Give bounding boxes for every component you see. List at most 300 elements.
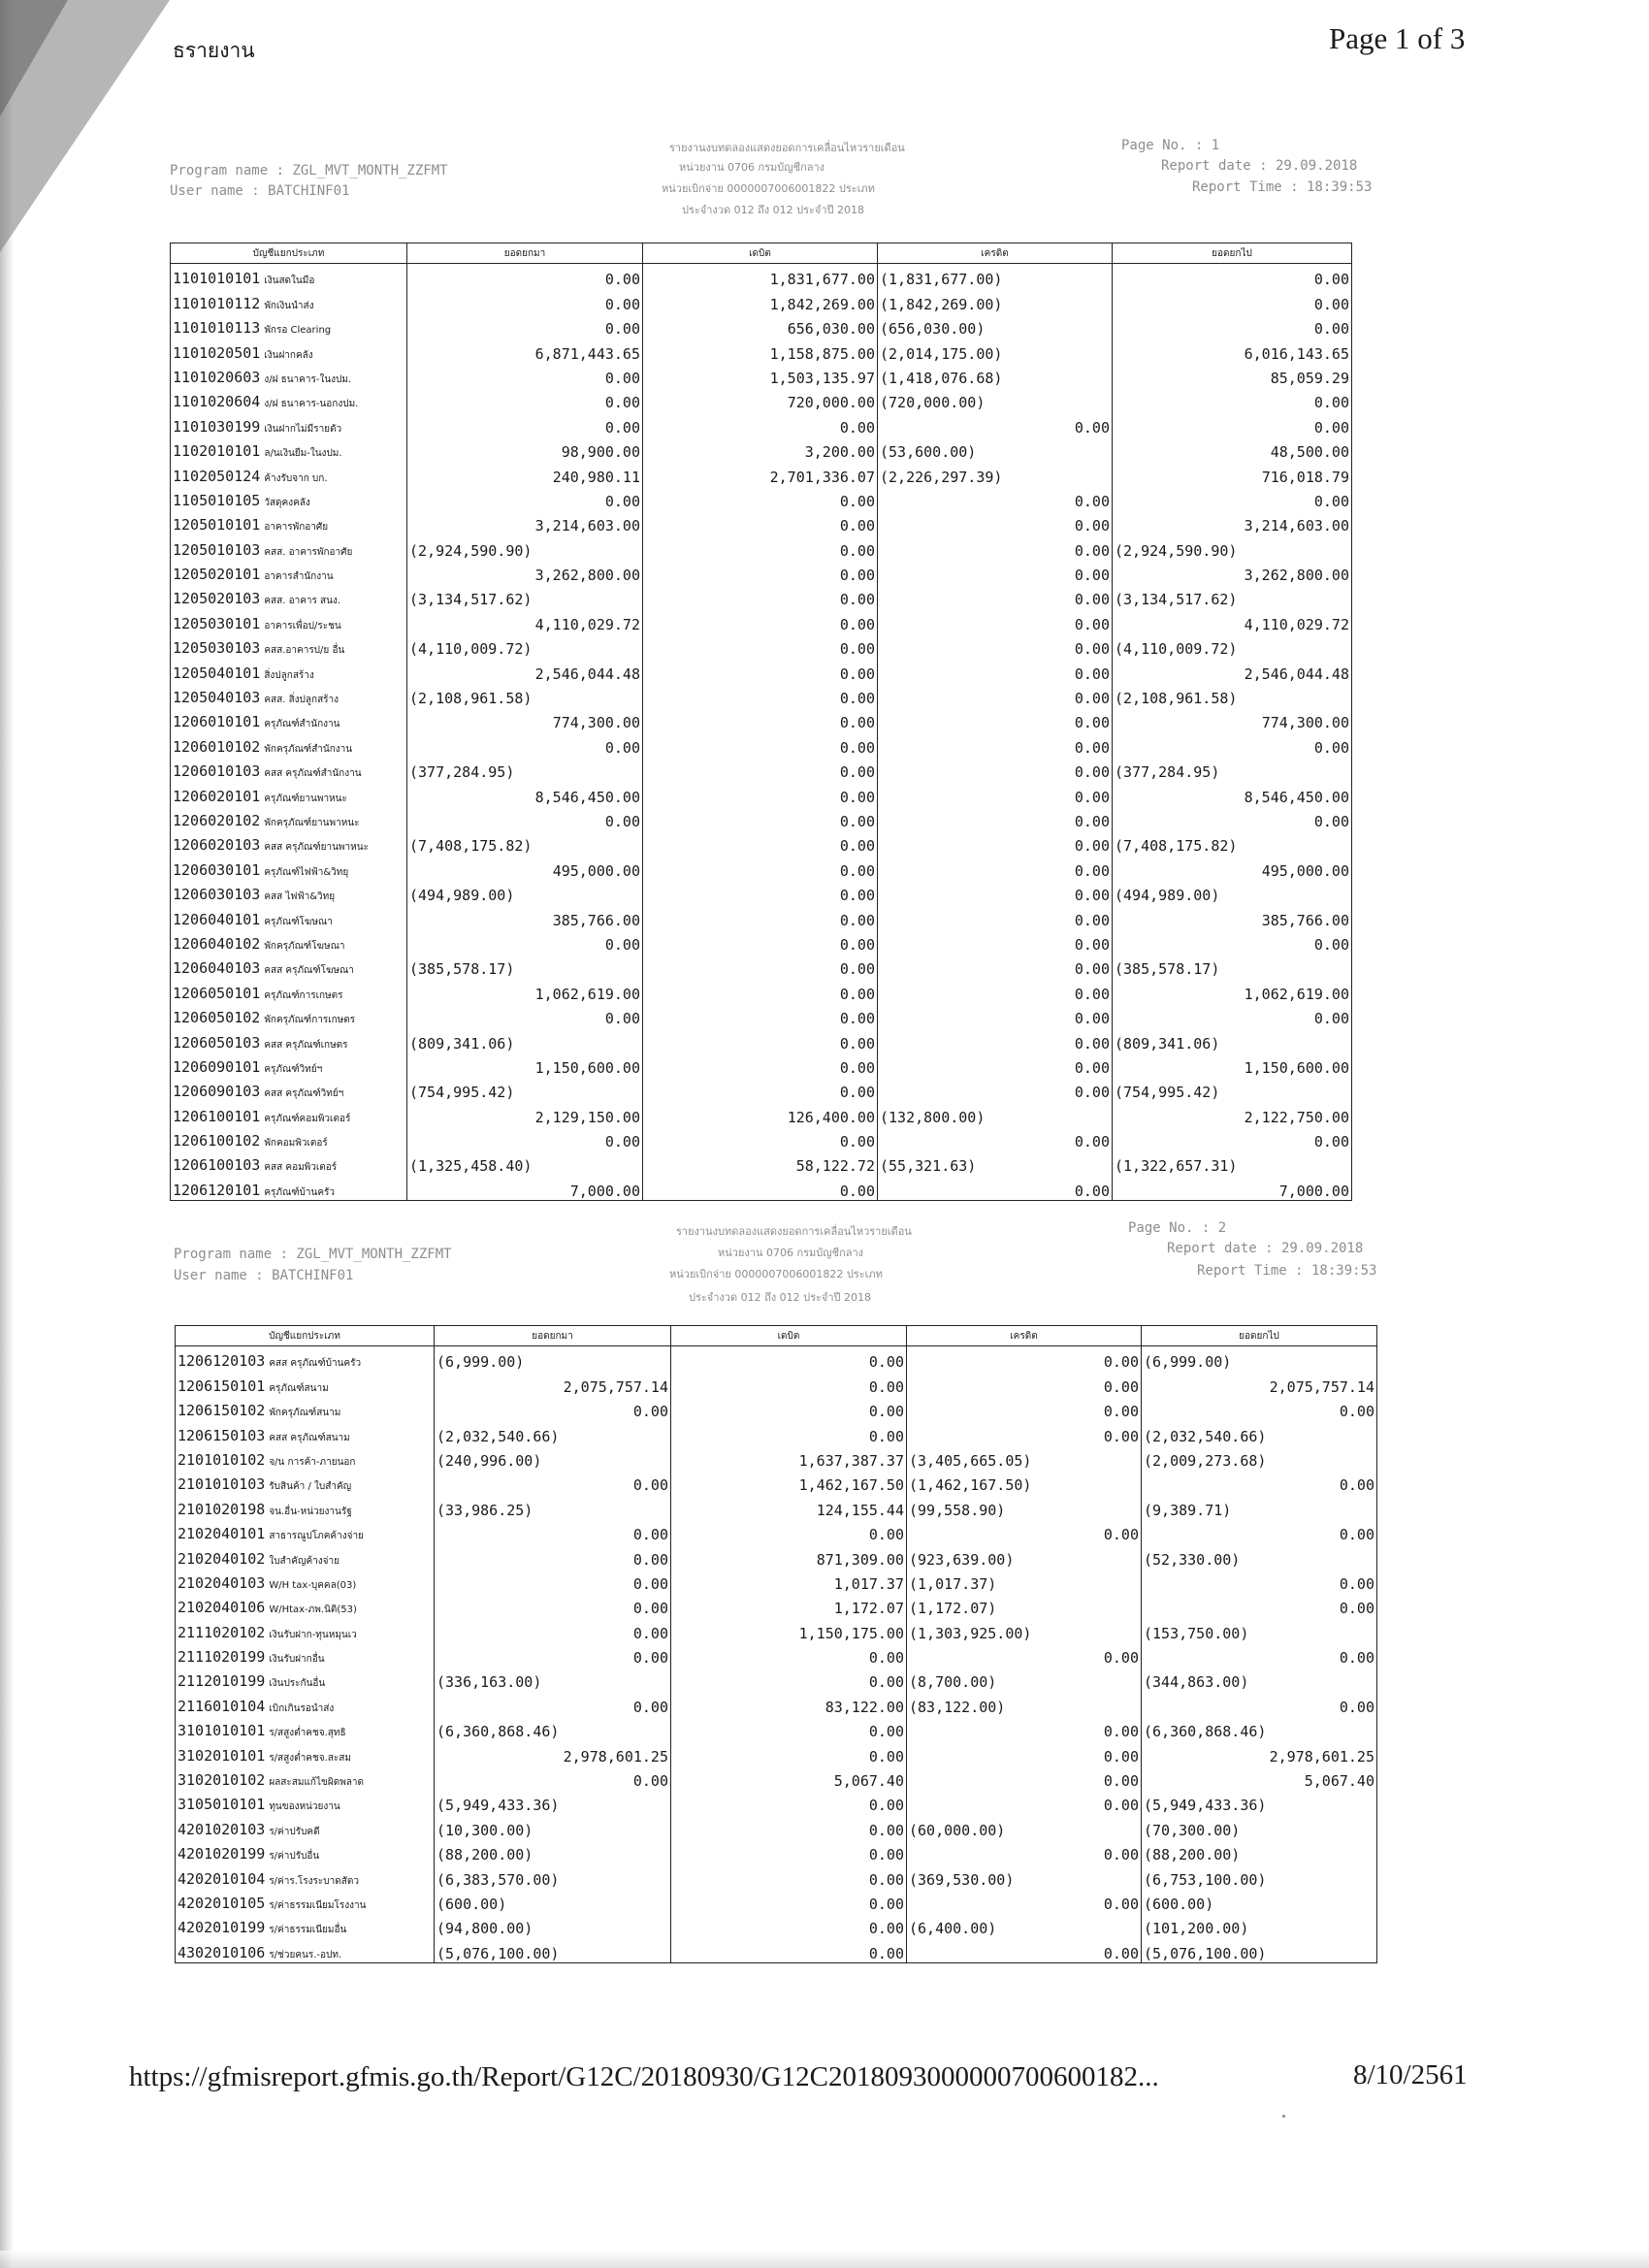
credit-amount: 0.00 bbox=[907, 1396, 1142, 1420]
account-code: 1206030103 bbox=[173, 886, 261, 904]
col-credit: เครดิต bbox=[907, 1326, 1142, 1346]
close-amount: 0.00 bbox=[1142, 1593, 1377, 1617]
close-amount: (2,108,961.58) bbox=[1113, 683, 1352, 707]
account-cell bbox=[171, 288, 407, 312]
account-name: ร/สสูงต่ำคชจ.สุทธิ bbox=[269, 1728, 346, 1739]
debit-amount: 0.00 bbox=[671, 1667, 907, 1691]
account-cell bbox=[171, 1053, 407, 1077]
credit-amount: 0.00 bbox=[907, 1937, 1142, 1962]
debit-amount: 656,030.00 bbox=[643, 313, 878, 338]
close-amount: 1,150,600.00 bbox=[1113, 1053, 1352, 1077]
credit-amount: 0.00 bbox=[907, 1790, 1142, 1814]
account-name: ทุนของหน่วยงาน bbox=[269, 1801, 340, 1813]
account-name: สาธารณูปโภคค้างจ่าย bbox=[269, 1531, 364, 1542]
account-code: 1206100101 bbox=[173, 1107, 261, 1125]
open-amount: 0.00 bbox=[435, 1396, 671, 1420]
table-row bbox=[176, 1839, 1377, 1863]
account-code: 1206040101 bbox=[173, 910, 261, 928]
open-amount: 0.00 bbox=[407, 1003, 643, 1027]
open-amount: (385,578.17) bbox=[407, 954, 643, 978]
account-code: 2101020198 bbox=[178, 1500, 266, 1518]
account-code: 1205020101 bbox=[173, 566, 261, 584]
account-name: ล/นเงินยืม-ในงปม. bbox=[264, 448, 342, 460]
credit-amount: (53,600.00) bbox=[878, 437, 1113, 461]
credit-amount: (83,122.00) bbox=[907, 1691, 1142, 1715]
close-amount: 0.00 bbox=[1113, 486, 1352, 510]
account-cell bbox=[176, 1470, 435, 1494]
table-row bbox=[176, 1371, 1377, 1395]
close-amount: 716,018.79 bbox=[1113, 461, 1352, 485]
open-amount: 0.00 bbox=[435, 1691, 671, 1715]
open-amount: (10,300.00) bbox=[435, 1814, 671, 1838]
account-cell bbox=[171, 1101, 407, 1125]
account-code: 4302010106 bbox=[178, 1943, 266, 1961]
close-amount: (70,300.00) bbox=[1142, 1814, 1377, 1838]
table-row bbox=[171, 929, 1352, 954]
report-period: ประจำงวด 012 ถึง 012 ประจำปี 2018 bbox=[682, 204, 865, 216]
debit-amount: 0.00 bbox=[643, 757, 878, 781]
report-title-thai: รายงานงบทดลองแสดงยอดการเคลื่อนไหวรายเดือน bbox=[669, 142, 905, 154]
table-row bbox=[171, 486, 1352, 510]
credit-amount: (60,000.00) bbox=[907, 1814, 1142, 1838]
open-amount: 0.00 bbox=[407, 264, 643, 289]
account-name: W/Htax-ภพ.นิติ(53) bbox=[269, 1604, 357, 1616]
account-code: 1206050101 bbox=[173, 984, 261, 1002]
table-row bbox=[176, 1593, 1377, 1617]
close-amount: 0.00 bbox=[1113, 1003, 1352, 1027]
close-amount: 0.00 bbox=[1142, 1519, 1377, 1543]
debit-amount: 0.00 bbox=[643, 954, 878, 978]
account-code: 3102010101 bbox=[178, 1746, 266, 1765]
close-amount: 0.00 bbox=[1142, 1396, 1377, 1420]
account-cell bbox=[171, 1175, 407, 1200]
close-amount: (754,995.42) bbox=[1113, 1077, 1352, 1101]
table-row bbox=[176, 1913, 1377, 1937]
account-name: ครุภัณฑ์คอมพิวเตอร์ bbox=[264, 1113, 351, 1124]
credit-amount: (656,030.00) bbox=[878, 313, 1113, 338]
account-name: คสส ครุภัณฑ์ยานพาหนะ bbox=[264, 842, 369, 854]
open-amount: 0.00 bbox=[407, 1126, 643, 1150]
debit-amount: 0.00 bbox=[643, 510, 878, 535]
account-code: 1206090103 bbox=[173, 1083, 261, 1101]
debit-amount: 0.00 bbox=[643, 608, 878, 632]
open-amount: 0.00 bbox=[435, 1470, 671, 1494]
account-cell bbox=[171, 1027, 407, 1052]
credit-amount: 0.00 bbox=[878, 806, 1113, 830]
account-name: พักคอมพิวเตอร์ bbox=[264, 1138, 328, 1150]
table-row bbox=[171, 1077, 1352, 1101]
user-name: User name : BATCHINF01 bbox=[170, 183, 350, 199]
close-amount: (52,330.00) bbox=[1142, 1543, 1377, 1568]
account-name: ง/ฝ ธนาคาร-ในงปม. bbox=[264, 373, 352, 385]
account-name: ใบสำคัญค้างจ่าย bbox=[269, 1555, 340, 1567]
table-row bbox=[176, 1420, 1377, 1444]
table-row bbox=[176, 1470, 1377, 1494]
debit-amount: 0.00 bbox=[671, 1716, 907, 1740]
scan-edge-shadow bbox=[0, 0, 14, 2268]
table-row bbox=[171, 313, 1352, 338]
account-name: เงินประกันอื่น bbox=[269, 1678, 326, 1690]
table-row bbox=[171, 683, 1352, 707]
credit-amount: 0.00 bbox=[907, 1740, 1142, 1765]
open-amount: 4,110,029.72 bbox=[407, 608, 643, 632]
open-amount: (600.00) bbox=[435, 1889, 671, 1913]
table-row bbox=[176, 1814, 1377, 1838]
account-name: คสส ครุภัณฑ์โฆษณา bbox=[264, 965, 354, 977]
close-amount: 0.00 bbox=[1113, 387, 1352, 411]
credit-amount: (8,700.00) bbox=[907, 1667, 1142, 1691]
debit-amount: 0.00 bbox=[671, 1839, 907, 1863]
account-name: เงินฝากไม่มีรายตัว bbox=[264, 423, 342, 435]
close-amount: (377,284.95) bbox=[1113, 757, 1352, 781]
open-amount: 0.00 bbox=[407, 486, 643, 510]
open-amount: 3,214,603.00 bbox=[407, 510, 643, 535]
account-cell bbox=[176, 1839, 435, 1863]
table-row bbox=[171, 1003, 1352, 1027]
debit-amount: 1,462,167.50 bbox=[671, 1470, 907, 1494]
scan-speck bbox=[1282, 2115, 1285, 2118]
account-name: จ/น การค้า-ภายนอก bbox=[269, 1456, 356, 1468]
debit-amount: 0.00 bbox=[671, 1814, 907, 1838]
account-name: คสส ไฟฟ้า&วิทยุ bbox=[264, 891, 336, 903]
open-amount: 0.00 bbox=[407, 387, 643, 411]
debit-amount: 0.00 bbox=[671, 1740, 907, 1765]
table-row bbox=[171, 731, 1352, 756]
account-name: ง/ฝ ธนาคาร-นอกงปม. bbox=[264, 399, 359, 410]
close-amount: (385,578.17) bbox=[1113, 954, 1352, 978]
table-row bbox=[171, 1101, 1352, 1125]
col-credit: เครดิต bbox=[878, 243, 1113, 264]
close-amount: 0.00 bbox=[1142, 1642, 1377, 1667]
account-cell bbox=[176, 1396, 435, 1420]
table-row bbox=[176, 1716, 1377, 1740]
account-cell bbox=[171, 683, 407, 707]
open-amount: 0.00 bbox=[435, 1642, 671, 1667]
open-amount: 0.00 bbox=[435, 1519, 671, 1543]
debit-amount: 1,831,677.00 bbox=[643, 264, 878, 289]
close-amount: 2,122,750.00 bbox=[1113, 1101, 1352, 1125]
credit-amount: (1,462,167.50) bbox=[907, 1470, 1142, 1494]
debit-amount: 2,701,336.07 bbox=[643, 461, 878, 485]
account-cell bbox=[176, 1617, 435, 1641]
credit-amount: (1,418,076.68) bbox=[878, 363, 1113, 387]
account-code: 1105010105 bbox=[173, 491, 261, 509]
account-code: 2112010199 bbox=[178, 1672, 266, 1691]
open-amount: 240,980.11 bbox=[407, 461, 643, 485]
account-code: 1101030199 bbox=[173, 417, 261, 436]
open-amount: 2,978,601.25 bbox=[435, 1740, 671, 1765]
debit-amount: 1,842,269.00 bbox=[643, 288, 878, 312]
account-code: 1205020103 bbox=[173, 590, 261, 608]
col-opening: ยอดยกมา bbox=[435, 1326, 671, 1346]
account-code: 3102010102 bbox=[178, 1771, 266, 1790]
account-name: เงินสดในมือ bbox=[264, 275, 315, 287]
account-cell bbox=[176, 1667, 435, 1691]
col-debit: เดบิต bbox=[671, 1326, 907, 1346]
report-title-thai: รายงานงบทดลองแสดงยอดการเคลื่อนไหวรายเดือน bbox=[676, 1225, 912, 1238]
close-amount: (6,360,868.46) bbox=[1142, 1716, 1377, 1740]
credit-amount: 0.00 bbox=[907, 1420, 1142, 1444]
table-row bbox=[171, 904, 1352, 928]
debit-amount: 0.00 bbox=[643, 731, 878, 756]
account-cell bbox=[171, 1003, 407, 1027]
table-row bbox=[171, 707, 1352, 731]
account-code: 1206050102 bbox=[173, 1009, 261, 1027]
account-name: จน.อื่น-หน่วยงานรัฐ bbox=[269, 1506, 352, 1517]
account-code: 2101010102 bbox=[178, 1450, 266, 1469]
account-code: 1206150103 bbox=[178, 1426, 266, 1444]
account-name: เงินรับฝาก-ทุนหมุนเว bbox=[269, 1629, 357, 1640]
account-cell bbox=[171, 264, 407, 289]
open-amount: 1,062,619.00 bbox=[407, 978, 643, 1002]
credit-amount: 0.00 bbox=[878, 683, 1113, 707]
account-cell bbox=[171, 633, 407, 658]
account-name: เบิกเกินรอนำส่ง bbox=[269, 1702, 335, 1714]
open-amount: 1,150,600.00 bbox=[407, 1053, 643, 1077]
account-cell bbox=[171, 929, 407, 954]
credit-amount: (3,405,665.05) bbox=[907, 1445, 1142, 1470]
debit-amount: 1,172.07 bbox=[671, 1593, 907, 1617]
table-row bbox=[176, 1766, 1377, 1790]
credit-amount: (1,303,925.00) bbox=[907, 1617, 1142, 1641]
debit-amount: 0.00 bbox=[643, 486, 878, 510]
account-name: ครุภัณฑ์ยานพาหนะ bbox=[264, 793, 347, 804]
credit-amount: 0.00 bbox=[907, 1642, 1142, 1667]
debit-amount: 0.00 bbox=[643, 904, 878, 928]
debit-amount: 0.00 bbox=[643, 658, 878, 682]
account-name: สิ่งปลูกสร้าง bbox=[264, 669, 314, 681]
credit-amount: 0.00 bbox=[878, 929, 1113, 954]
credit-amount: (2,014,175.00) bbox=[878, 338, 1113, 362]
account-cell bbox=[176, 1691, 435, 1715]
col-opening: ยอดยกมา bbox=[407, 243, 643, 264]
debit-amount: 0.00 bbox=[643, 1077, 878, 1101]
debit-amount: 0.00 bbox=[671, 1889, 907, 1913]
debit-amount: 83,122.00 bbox=[671, 1691, 907, 1715]
debit-amount: 871,309.00 bbox=[671, 1543, 907, 1568]
account-cell bbox=[171, 954, 407, 978]
report-period: ประจำงวด 012 ถึง 012 ประจำปี 2018 bbox=[689, 1291, 872, 1304]
account-name: ครุภัณฑ์สำนักงาน bbox=[264, 719, 340, 730]
close-amount: 85,059.29 bbox=[1113, 363, 1352, 387]
close-amount: 495,000.00 bbox=[1113, 855, 1352, 879]
account-cell bbox=[171, 781, 407, 805]
account-code: 1206050103 bbox=[173, 1033, 261, 1052]
close-amount: 2,978,601.25 bbox=[1142, 1740, 1377, 1765]
debit-amount: 0.00 bbox=[643, 707, 878, 731]
account-name: อาคารพักอาศัย bbox=[264, 522, 329, 534]
debit-amount: 0.00 bbox=[643, 535, 878, 559]
col-closing: ยอดยกไป bbox=[1113, 243, 1352, 264]
open-amount: 0.00 bbox=[435, 1569, 671, 1593]
open-amount: 2,129,150.00 bbox=[407, 1101, 643, 1125]
account-cell bbox=[171, 608, 407, 632]
debit-amount: 0.00 bbox=[643, 929, 878, 954]
account-cell bbox=[171, 978, 407, 1002]
table-row bbox=[171, 437, 1352, 461]
col-account: บัญชีแยกประเภท bbox=[176, 1326, 435, 1346]
open-amount: 0.00 bbox=[435, 1593, 671, 1617]
close-amount: (153,750.00) bbox=[1142, 1617, 1377, 1641]
credit-amount: 0.00 bbox=[878, 855, 1113, 879]
account-name: พักครุภัณฑ์โฆษณา bbox=[264, 940, 345, 952]
account-code: 4201020103 bbox=[178, 1820, 266, 1838]
account-cell bbox=[171, 1150, 407, 1175]
debit-amount: 1,158,875.00 bbox=[643, 338, 878, 362]
table-row bbox=[171, 387, 1352, 411]
table-row bbox=[171, 1027, 1352, 1052]
credit-amount: 0.00 bbox=[878, 486, 1113, 510]
account-cell bbox=[171, 411, 407, 436]
account-code: 1102050124 bbox=[173, 467, 261, 485]
account-code: 2111020199 bbox=[178, 1648, 266, 1667]
table-row bbox=[171, 658, 1352, 682]
account-code: 1206120101 bbox=[173, 1181, 261, 1199]
credit-amount: 0.00 bbox=[878, 904, 1113, 928]
page-no: Page No. : 2 bbox=[1128, 1220, 1227, 1236]
close-amount: 8,546,450.00 bbox=[1113, 781, 1352, 805]
account-code: 1206020102 bbox=[173, 811, 261, 829]
open-amount: 0.00 bbox=[435, 1617, 671, 1641]
account-code: 2111020102 bbox=[178, 1623, 266, 1641]
account-cell bbox=[176, 1863, 435, 1888]
credit-amount: (2,226,297.39) bbox=[878, 461, 1113, 485]
account-code: 2102040102 bbox=[178, 1549, 266, 1568]
account-name: วัสดุคงคลัง bbox=[264, 497, 310, 508]
open-amount: 495,000.00 bbox=[407, 855, 643, 879]
account-code: 1206030101 bbox=[173, 860, 261, 879]
account-cell bbox=[171, 387, 407, 411]
account-code: 1206010101 bbox=[173, 713, 261, 731]
report-unit: หน่วยเบิกจ่าย 0000007006001822 ประเภท bbox=[669, 1268, 883, 1280]
close-amount: (88,200.00) bbox=[1142, 1839, 1377, 1863]
account-name: คสส. สิ่งปลูกสร้าง bbox=[264, 695, 340, 706]
close-amount: 1,062,619.00 bbox=[1113, 978, 1352, 1002]
account-name: ค้างรับจาก บก. bbox=[264, 472, 328, 484]
open-amount: 0.00 bbox=[407, 411, 643, 436]
account-cell bbox=[171, 338, 407, 362]
close-amount: (6,999.00) bbox=[1142, 1346, 1377, 1372]
credit-amount: (1,831,677.00) bbox=[878, 264, 1113, 289]
close-amount: 0.00 bbox=[1113, 288, 1352, 312]
table-row bbox=[171, 806, 1352, 830]
folded-corner-shadow bbox=[0, 0, 68, 116]
close-amount: (101,200.00) bbox=[1142, 1913, 1377, 1937]
footer-url: https://gfmisreport.gfmis.go.th/Report/G12C/20180930/G12C2018093000000700600182... bbox=[129, 2061, 1159, 2092]
credit-amount: 0.00 bbox=[878, 1053, 1113, 1077]
close-amount: 0.00 bbox=[1113, 1126, 1352, 1150]
scan-bottom-shadow bbox=[0, 2251, 1649, 2268]
credit-amount: 0.00 bbox=[878, 535, 1113, 559]
table-row bbox=[171, 264, 1352, 289]
debit-amount: 3,200.00 bbox=[643, 437, 878, 461]
open-amount: 0.00 bbox=[407, 363, 643, 387]
program-name: Program name : ZGL_MVT_MONTH_ZZFMT bbox=[170, 163, 448, 178]
account-name: W/H tax-บุคคล(03) bbox=[269, 1579, 357, 1591]
open-amount: 98,900.00 bbox=[407, 437, 643, 461]
account-cell bbox=[171, 806, 407, 830]
close-amount: (2,924,590.90) bbox=[1113, 535, 1352, 559]
open-amount: (5,076,100.00) bbox=[435, 1937, 671, 1962]
account-code: 3101010101 bbox=[178, 1722, 266, 1740]
account-name: ร/ค่าธรรมเนียมโรงงาน bbox=[269, 1899, 367, 1911]
table-row bbox=[176, 1863, 1377, 1888]
table-row bbox=[176, 1569, 1377, 1593]
open-amount: (4,110,009.72) bbox=[407, 633, 643, 658]
debit-amount: 0.00 bbox=[643, 1003, 878, 1027]
close-amount: (494,989.00) bbox=[1113, 880, 1352, 904]
account-cell bbox=[176, 1814, 435, 1838]
table-row bbox=[176, 1617, 1377, 1641]
table-row bbox=[176, 1642, 1377, 1667]
table-row bbox=[171, 1126, 1352, 1150]
account-cell bbox=[176, 1766, 435, 1790]
credit-amount: 0.00 bbox=[878, 830, 1113, 855]
account-code: 1206010103 bbox=[173, 762, 261, 781]
table-row bbox=[176, 1889, 1377, 1913]
close-amount: 2,546,044.48 bbox=[1113, 658, 1352, 682]
table-row bbox=[171, 978, 1352, 1002]
close-amount: (7,408,175.82) bbox=[1113, 830, 1352, 855]
credit-amount: 0.00 bbox=[878, 608, 1113, 632]
debit-amount: 0.00 bbox=[643, 584, 878, 608]
debit-amount: 5,067.40 bbox=[671, 1766, 907, 1790]
account-cell bbox=[171, 658, 407, 682]
page-no: Page No. : 1 bbox=[1121, 138, 1220, 153]
close-amount: (5,076,100.00) bbox=[1142, 1937, 1377, 1962]
table-row bbox=[176, 1691, 1377, 1715]
credit-amount: (1,842,269.00) bbox=[878, 288, 1113, 312]
account-code: 1205040101 bbox=[173, 664, 261, 682]
trial-balance-table-1 bbox=[170, 243, 1352, 1201]
account-name: ร/ค่าปรับอื่น bbox=[269, 1851, 320, 1863]
credit-amount: 0.00 bbox=[878, 658, 1113, 682]
account-code: 4202010104 bbox=[178, 1869, 266, 1888]
account-code: 1206040102 bbox=[173, 934, 261, 953]
account-code: 1206010102 bbox=[173, 737, 261, 756]
close-amount: 0.00 bbox=[1113, 313, 1352, 338]
close-amount: 0.00 bbox=[1113, 929, 1352, 954]
account-code: 2102040103 bbox=[178, 1573, 266, 1592]
account-code: 1206040103 bbox=[173, 959, 261, 978]
table-row bbox=[171, 757, 1352, 781]
account-cell bbox=[171, 437, 407, 461]
credit-amount: 0.00 bbox=[878, 1126, 1113, 1150]
account-cell bbox=[176, 1790, 435, 1814]
table-row bbox=[171, 560, 1352, 584]
debit-amount: 126,400.00 bbox=[643, 1101, 878, 1125]
credit-amount: 0.00 bbox=[878, 560, 1113, 584]
account-name: พักครุภัณฑ์การเกษตร bbox=[264, 1015, 356, 1026]
trial-balance-table-2 bbox=[175, 1325, 1377, 1963]
account-cell bbox=[171, 363, 407, 387]
account-code: 1205010103 bbox=[173, 540, 261, 559]
account-code: 1102010101 bbox=[173, 442, 261, 461]
col-debit: เดบิต bbox=[643, 243, 878, 264]
account-code: 1206100103 bbox=[173, 1156, 261, 1175]
close-amount: (600.00) bbox=[1142, 1889, 1377, 1913]
table-row bbox=[171, 338, 1352, 362]
table-row bbox=[176, 1346, 1377, 1372]
close-amount: 7,000.00 bbox=[1113, 1175, 1352, 1200]
account-name: ครุภัณฑ์วิทย์ฯ bbox=[264, 1063, 323, 1075]
open-amount: (7,408,175.82) bbox=[407, 830, 643, 855]
account-cell bbox=[171, 855, 407, 879]
credit-amount: 0.00 bbox=[878, 1003, 1113, 1027]
table-header-row bbox=[171, 243, 1352, 264]
debit-amount: 0.00 bbox=[643, 1053, 878, 1077]
account-cell bbox=[171, 486, 407, 510]
